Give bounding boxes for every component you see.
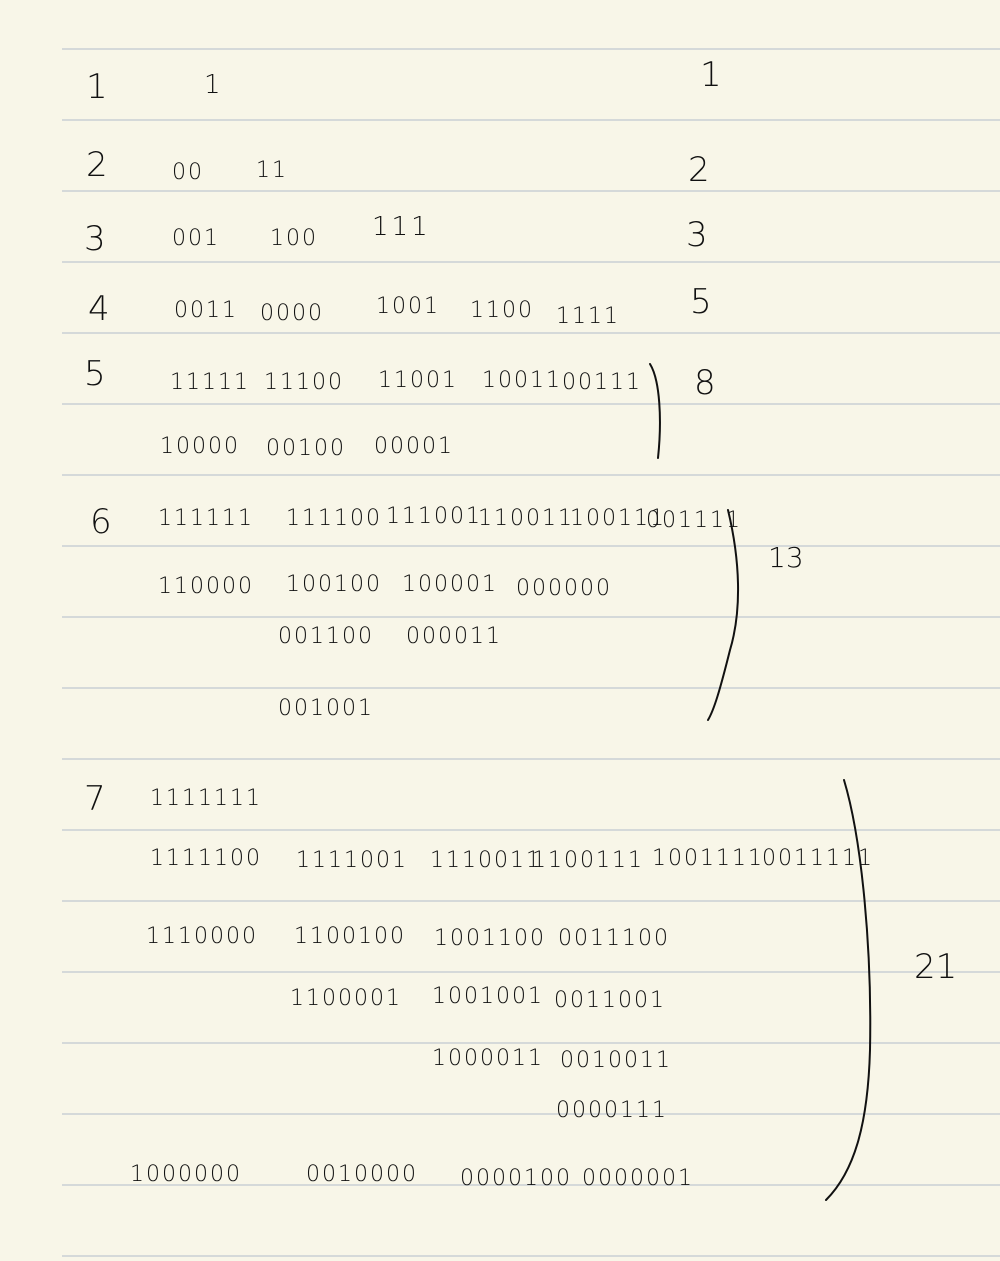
row-number: 2 (86, 145, 108, 185)
code-string: 100001 (402, 572, 498, 597)
code-string: 001001 (278, 696, 374, 721)
count-value: 21 (914, 947, 958, 987)
code-string: 1000011 (432, 1046, 544, 1071)
count-value: 13 (768, 541, 804, 574)
code-string: 1111001 (296, 848, 408, 873)
code-string: 000011 (406, 624, 502, 649)
code-string: 1110000 (146, 924, 258, 949)
code-string: 1 (204, 70, 224, 100)
code-string: 00 (172, 160, 204, 185)
code-string: 1100100 (294, 924, 406, 949)
bracket-n5 (650, 364, 660, 458)
code-string: 0000111 (556, 1098, 668, 1123)
code-string: 1001100 (434, 926, 546, 951)
code-string: 0010011 (560, 1048, 672, 1073)
code-string: 1100001 (290, 986, 402, 1011)
code-string: 1000000 (130, 1162, 242, 1187)
code-string: 000000 (516, 576, 612, 601)
code-string: 0000001 (582, 1166, 694, 1191)
code-string: 1001001 (432, 984, 544, 1009)
code-string: 0000 (260, 301, 324, 326)
code-string: 1001 (376, 294, 440, 319)
bracket-n7 (826, 780, 870, 1200)
code-string: 111001 (386, 504, 482, 529)
count-value: 2 (688, 150, 710, 190)
code-string: 001100 (278, 624, 374, 649)
code-string: 1100 (470, 298, 534, 323)
code-string: 0000100 (460, 1166, 572, 1191)
code-string: 1111100 (150, 846, 262, 871)
code-string: 100100 (286, 572, 382, 597)
code-string: 00001 (374, 434, 454, 459)
code-string: 0011111 (762, 846, 874, 871)
code-string: 110011 (478, 506, 574, 531)
code-string: 1111111 (150, 786, 262, 811)
code-string: 0011 (174, 298, 238, 323)
code-string: 10011 (482, 368, 562, 393)
count-value: 1 (700, 55, 722, 95)
count-value: 3 (686, 215, 708, 255)
code-string: 10000 (160, 434, 240, 459)
bracket-n6 (708, 510, 738, 720)
code-string: 00111 (562, 370, 642, 395)
code-string: 1110011 (430, 848, 542, 873)
code-string: 111 (372, 212, 431, 242)
code-string: 0011100 (558, 926, 670, 951)
code-string: 11001 (378, 368, 458, 393)
row-number: 6 (90, 502, 112, 542)
code-string: 11 (256, 158, 288, 183)
code-string: 110000 (158, 574, 254, 599)
code-string: 001 (172, 226, 220, 251)
code-string: 1001111 (652, 846, 764, 871)
code-string: 1100111 (532, 848, 644, 873)
code-string: 00100 (266, 436, 346, 461)
count-value: 8 (694, 363, 716, 403)
row-number: 4 (88, 289, 110, 329)
code-string: 111111 (158, 506, 254, 531)
row-number: 5 (84, 354, 106, 394)
row-number: 7 (84, 779, 106, 819)
code-string: 001111 (646, 508, 742, 533)
code-string: 111100 (286, 506, 382, 531)
code-string: 11111 (170, 370, 250, 395)
code-string: 0011001 (554, 988, 666, 1013)
code-string: 100 (270, 226, 318, 251)
code-string: 1111 (556, 304, 620, 329)
row-number: 1 (86, 67, 108, 107)
code-string: 100111 (570, 506, 666, 531)
count-value: 5 (690, 282, 712, 322)
code-string: 0010000 (306, 1162, 418, 1187)
row-number: 3 (84, 219, 106, 259)
code-string: 11100 (264, 370, 344, 395)
